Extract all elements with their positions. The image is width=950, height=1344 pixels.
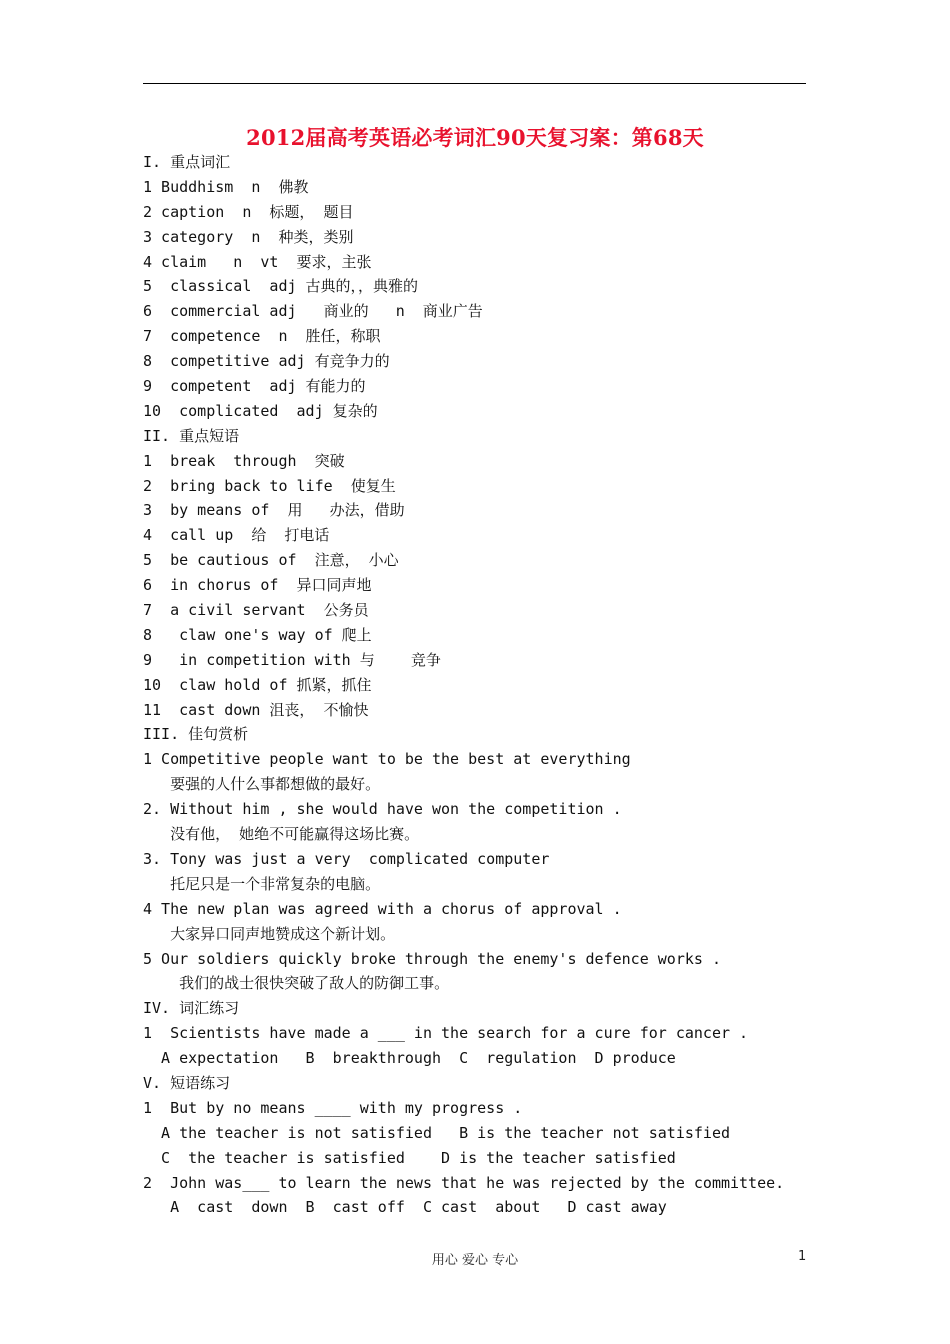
text-line: 3. Tony was just a very complicated computer <box>143 849 550 868</box>
page-number: 1 <box>798 1249 807 1264</box>
text-line: 5 be cautious of 注意， 小心 <box>143 551 399 570</box>
text-line: 大家异口同声地赞成这个新计划。 <box>143 924 396 943</box>
text-line: 要强的人什么事都想做的最好。 <box>143 775 381 794</box>
text-line: 4 The new plan was agreed with a chorus of approval . <box>143 899 622 918</box>
text-line: I. 重点词汇 <box>143 153 231 171</box>
text-line: 9 competent adj 有能力的 <box>143 377 366 396</box>
text-line: 4 call up 给 打电话 <box>143 526 330 545</box>
page-title: 2012届高考英语必考词汇90天复习案：第68天 <box>246 125 704 150</box>
text-line: 2 caption n 标题， 题目 <box>143 202 354 221</box>
text-line: 1 break through 突破 <box>143 451 345 470</box>
text-line: 2. Without him , she would have won the competition . <box>143 800 622 819</box>
text-line: 5 classical adj 古典的，，典雅的 <box>143 277 419 296</box>
text-line: 5 Our soldiers quickly broke through the enemy's defence works . <box>143 949 721 968</box>
text-line: A cast down B cast off C cast about D cast away <box>143 1198 667 1217</box>
text-line: 8 competitive adj 有竞争力的 <box>143 352 390 371</box>
text-line: 4 claim n vt 要求，主张 <box>143 252 372 271</box>
text-line: 1 Scientists have made a ___ in the search for a cure for cancer . <box>143 1024 749 1043</box>
document-body <box>143 150 833 1220</box>
text-line: 6 commercial adj 商业的 n 商业广告 <box>143 302 483 321</box>
text-line: 2 bring back to life 使复生 <box>143 476 396 495</box>
text-line: II. 重点短语 <box>143 426 240 445</box>
text-line: C the teacher is satisfied D is the teacher satisfied <box>143 1148 676 1167</box>
text-line: 1 But by no means ____ with my progress . <box>143 1098 523 1117</box>
text-line: V. 短语练习 <box>143 1073 231 1092</box>
text-line: 6 in chorus of 异口同声地 <box>143 576 372 595</box>
text-line: 9 in competition with 与 竞争 <box>143 650 441 669</box>
text-line: 7 a civil servant 公务员 <box>143 601 369 620</box>
text-line: III. 佳句赏析 <box>143 725 249 744</box>
text-line: 10 claw hold of 抓紧，抓住 <box>143 675 372 694</box>
text-line: IV. 词汇练习 <box>143 999 240 1018</box>
text-line: 没有他， 她绝不可能赢得这场比赛。 <box>143 825 420 844</box>
text-line: 10 complicated adj 复杂的 <box>143 401 378 420</box>
text-line: 8 claw one's way of 爬上 <box>143 625 372 644</box>
text-line: 托尼只是一个非常复杂的电脑。 <box>143 874 381 893</box>
text-line: A the teacher is not satisfied B is the teacher not satisfied <box>143 1123 730 1142</box>
text-line: 2 John was___ to learn the news that he was rejected by the committee. <box>143 1173 785 1192</box>
text-line: 7 competence n 胜任，称职 <box>143 327 381 346</box>
text-line: 我们的战士很快突破了敌人的防御工事。 <box>143 974 450 993</box>
header-rule <box>143 83 806 84</box>
text-line: 3 category n 种类，类别 <box>143 227 354 246</box>
text-line: 3 by means of 用 办法，借助 <box>143 501 405 520</box>
text-line: A expectation B breakthrough C regulation D produce <box>143 1049 676 1068</box>
text-line: 11 cast down 沮丧， 不愉快 <box>143 700 369 719</box>
page-footer: 用心 爱心 专心 <box>431 1253 519 1268</box>
text-line: 1 Competitive people want to be the best at everything <box>143 750 631 769</box>
text-line: 1 Buddhism n 佛教 <box>143 177 309 196</box>
